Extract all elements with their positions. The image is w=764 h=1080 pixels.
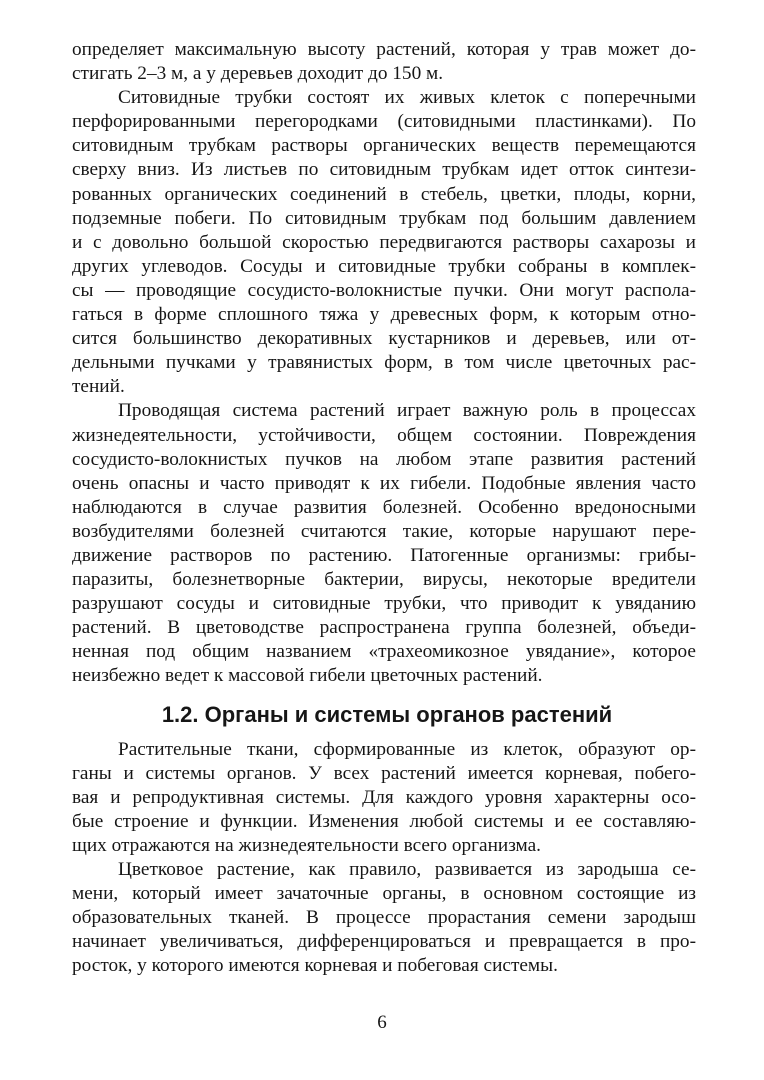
text-line: гаться в форме сплошного тяжа у древесных форм, к которым отно- bbox=[72, 304, 696, 326]
text-line: ненная под общим названием «трахеомикозное увядание», которое bbox=[72, 641, 696, 663]
text-line: неизбежно ведет к массовой гибели цветочных растений. bbox=[72, 665, 543, 687]
paragraph-continuation bbox=[72, 38, 696, 86]
text-line: ситовидным трубкам растворы органических веществ перемещаются bbox=[72, 135, 696, 157]
text-line: разрушают сосуды и ситовидные трубки, что приводит к увяданию bbox=[72, 593, 696, 615]
text-line: Проводящая система растений играет важную роль в процессах bbox=[118, 400, 696, 422]
text-line: образовательных тканей. В процессе прорастания семени зародыш bbox=[72, 907, 696, 929]
paragraph-sieve-tubes bbox=[72, 86, 696, 399]
text-line: растений. В цветоводстве распространена группа болезней, объеди- bbox=[72, 617, 696, 639]
text-line: паразиты, болезнетворные бактерии, вирусы, некоторые вредители bbox=[72, 569, 696, 591]
text-line: рованных органических соединений в стебель, цветки, плоды, корни, bbox=[72, 183, 696, 205]
text-line: определяет максимальную высоту растений, которая у трав может до- bbox=[72, 39, 696, 60]
text-line: перфорированными перегородками (ситовидными пластинками). По bbox=[72, 111, 696, 133]
text-line: подземные побеги. По ситовидным трубкам под большим давлением bbox=[72, 207, 696, 229]
text-line: начинает увеличиваться, дифференцироваться и превращается в про- bbox=[72, 931, 696, 953]
text-line: сится большинство декоративных кустарников и деревьев, или от- bbox=[72, 328, 696, 350]
text-line: других углеводов. Сосуды и ситовидные трубки собраны в комплек- bbox=[72, 255, 696, 277]
page-body bbox=[72, 38, 696, 978]
text-line: сосудисто-волокнистых пучков на любом этапе развития растений bbox=[72, 448, 696, 470]
paragraph-organ-systems bbox=[72, 738, 696, 858]
text-line: тений. bbox=[72, 376, 125, 398]
text-line: щих отражаются на жизнедеятельности всего организма. bbox=[72, 834, 541, 856]
text-line: сы — проводящие сосудисто-волокнистые пучки. Они могут распола- bbox=[72, 279, 696, 301]
text-line: ганы и системы органов. У всех растений имеется корневая, побего- bbox=[72, 762, 696, 784]
text-line: бые строение и функции. Изменения любой системы и ее составляю- bbox=[72, 810, 696, 832]
text-line: очень опасны и часто приводят к их гибели. Подобные явления часто bbox=[72, 472, 696, 494]
text-line: и с довольно большой скоростью передвигаются растворы сахарозы и bbox=[72, 231, 696, 253]
text-line: Растительные ткани, сформированные из клеток, образуют ор- bbox=[118, 738, 696, 760]
text-line: росток, у которого имеются корневая и побеговая системы. bbox=[72, 955, 558, 977]
text-line: движение растворов по растению. Патогенные организмы: грибы- bbox=[72, 544, 696, 566]
text-line: наблюдаются в случае развития болезней. Особенно вредоносными bbox=[72, 496, 696, 518]
text-line: мени, который имеет зачаточные органы, в основном состоящие из bbox=[72, 883, 696, 905]
page-number: 6 bbox=[377, 1012, 387, 1033]
paragraph-flowering-plant bbox=[72, 858, 696, 978]
text-line: вая и репродуктивная системы. Для каждого уровня характерны осо- bbox=[72, 786, 696, 808]
text-line: возбудителями болезней считаются такие, которые нарушают пере- bbox=[72, 520, 696, 542]
paragraph-conducting-system bbox=[72, 399, 696, 688]
text-line: дельными пучками у травянистых форм, в том числе цветочных рас- bbox=[72, 352, 696, 374]
text-line: Цветковое растение, как правило, развивается из зародыша се- bbox=[118, 859, 696, 880]
text-line: стигать 2–3 м, а у деревьев доходит до 150 м. bbox=[72, 63, 444, 85]
text-line: жизнедеятельности, устойчивости, общем состоянии. Повреждения bbox=[72, 424, 696, 446]
section-heading: 1.2. Органы и системы органов растений bbox=[161, 701, 613, 727]
text-line: сверху вниз. Из листьев по ситовидным трубкам идет отток синтези- bbox=[72, 159, 696, 181]
text-line: Ситовидные трубки состоят их живых клеток с поперечными bbox=[118, 87, 696, 109]
